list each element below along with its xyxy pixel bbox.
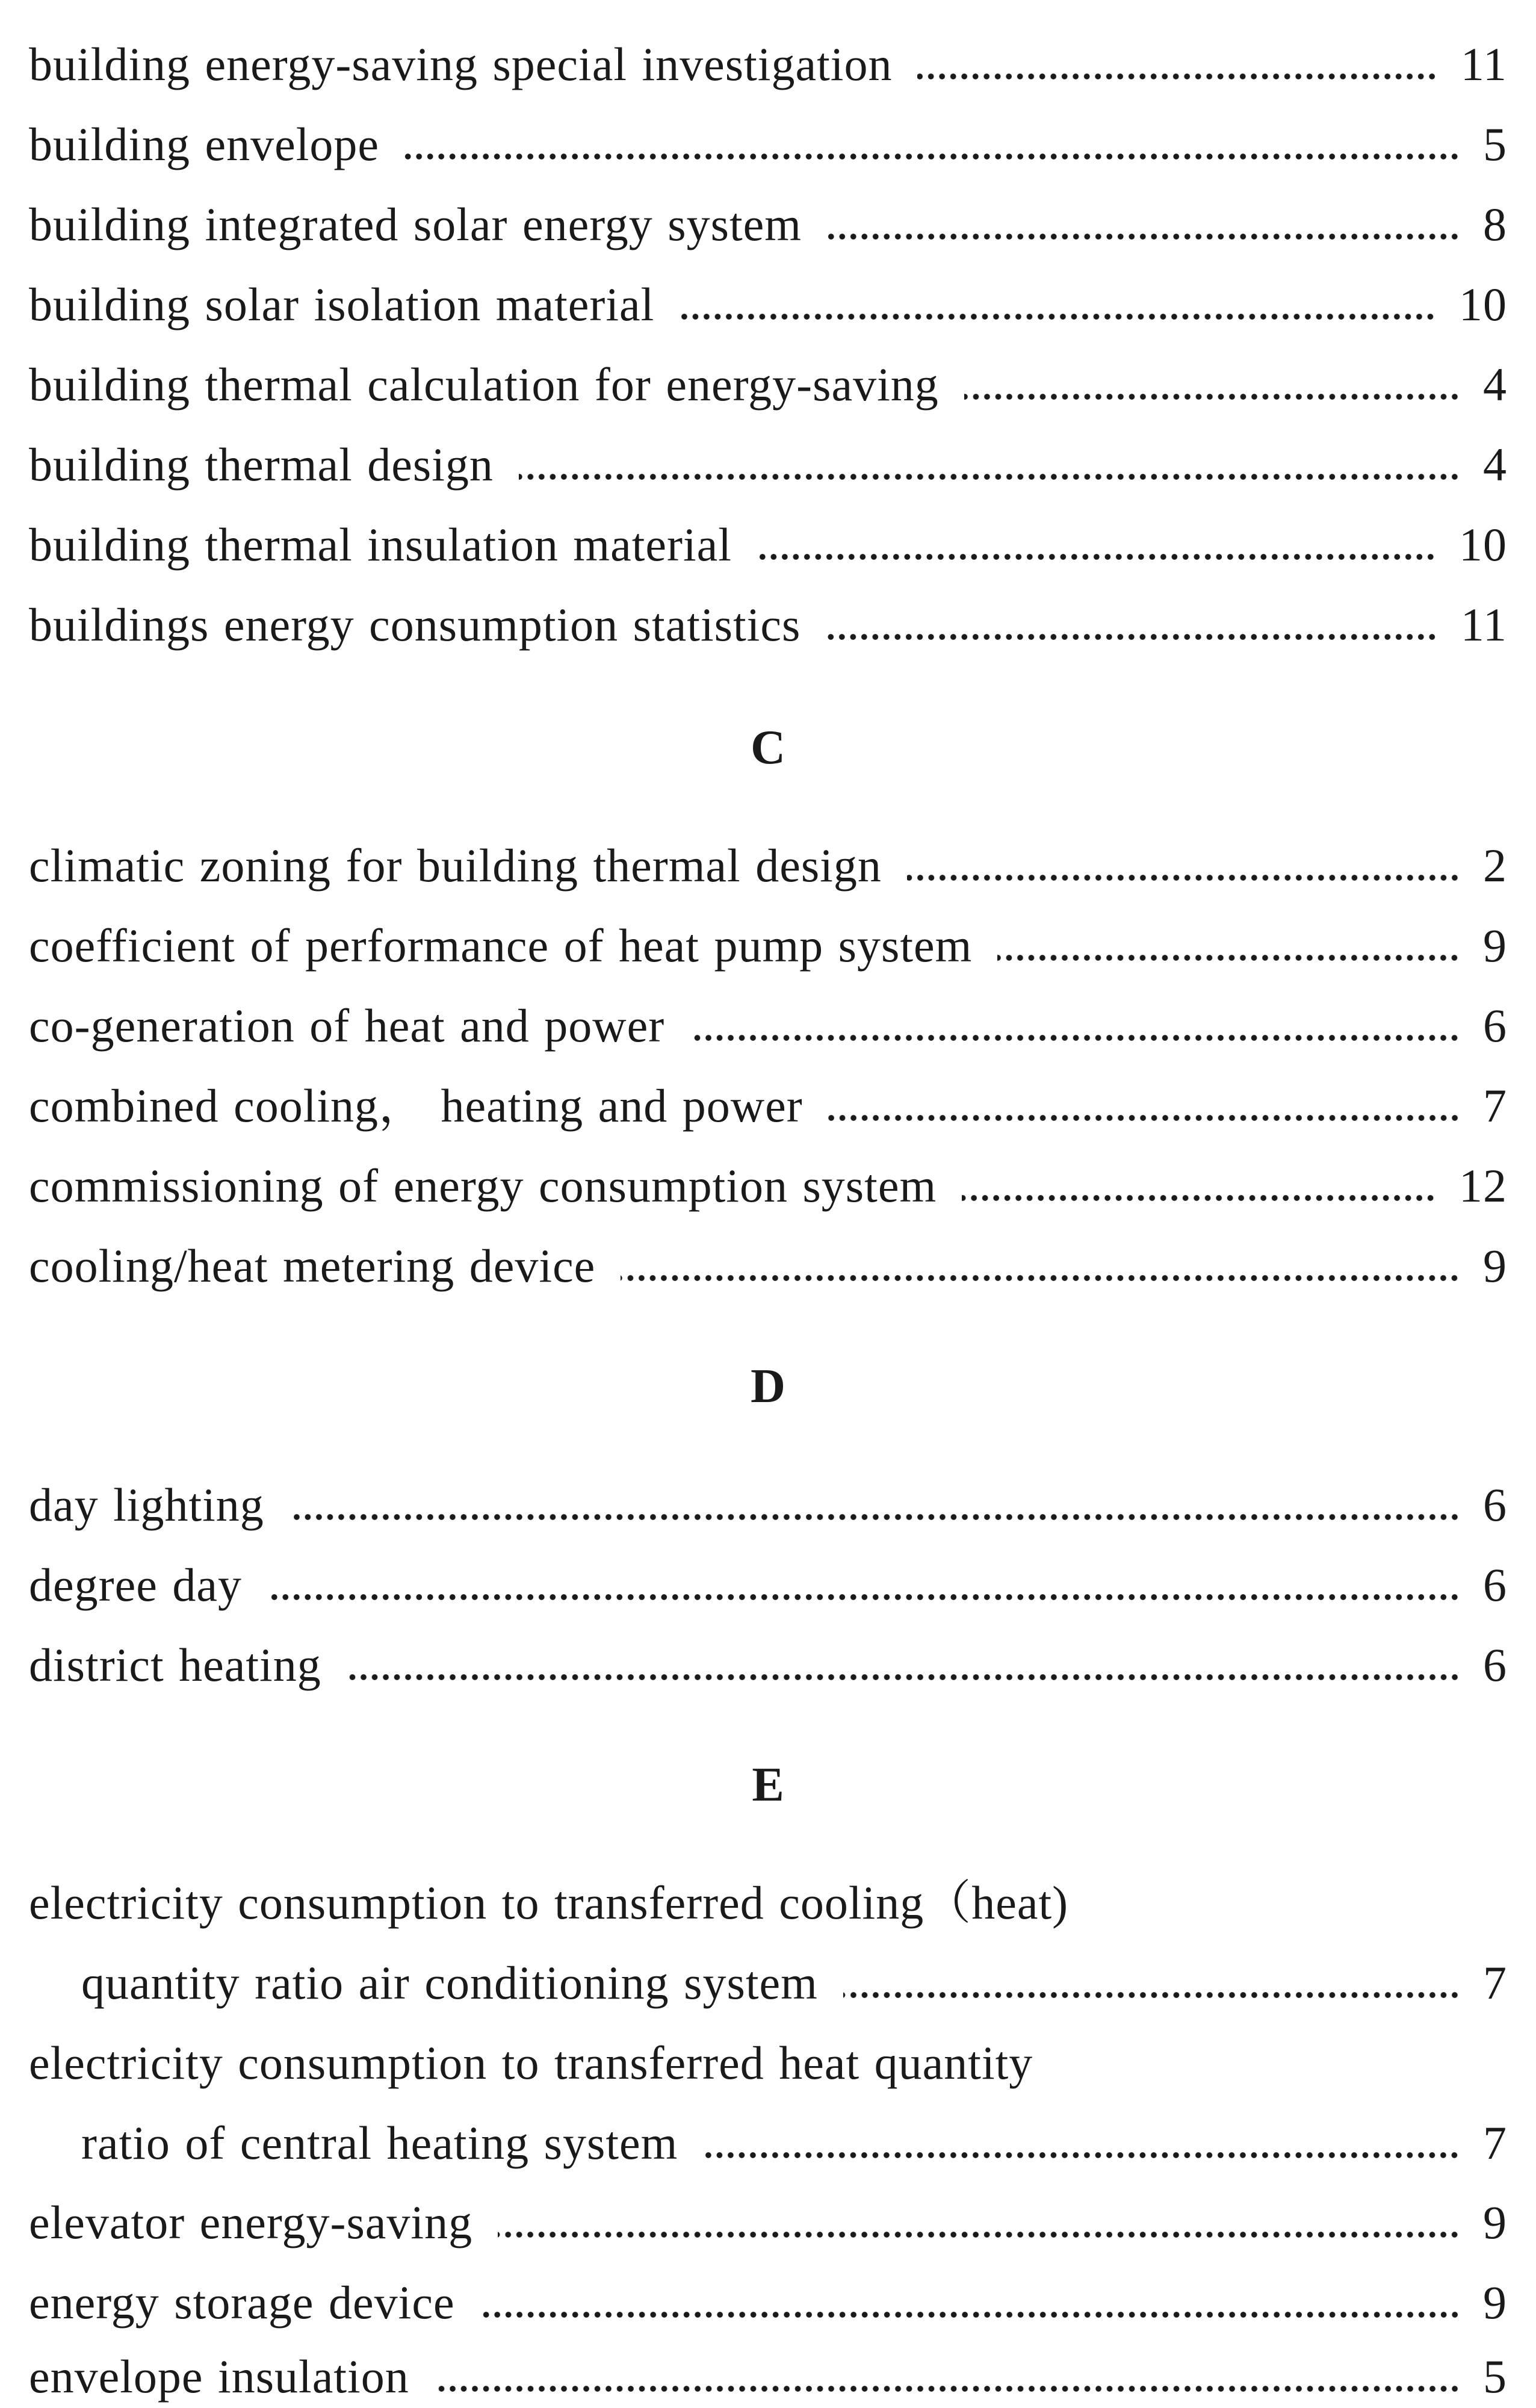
page-number: 7 <box>1483 1956 1507 2009</box>
page-number: 10 <box>1459 278 1507 330</box>
dot-leader <box>680 313 1436 320</box>
index-term: coefficient of performance of heat pump system <box>29 919 973 972</box>
index-entry <box>29 1559 1507 1611</box>
page-number: 10 <box>1459 518 1507 571</box>
index-term: building energy-saving special investigation <box>29 38 893 90</box>
page-number: 4 <box>1483 438 1507 491</box>
page-number: 6 <box>1483 1559 1507 1611</box>
index-entry <box>81 2117 1507 2169</box>
page-number: 7 <box>1483 2117 1507 2169</box>
index-term-line1: electricity consumption to transferred cooling（heat) <box>29 1876 1069 1929</box>
index-term: building thermal insulation material <box>29 518 732 571</box>
dot-leader <box>843 1991 1460 1999</box>
dot-leader <box>964 393 1460 400</box>
index-entry <box>29 518 1507 571</box>
index-term-line1: electricity consumption to transferred heat quantity <box>29 2037 1033 2089</box>
dot-leader <box>267 1593 1460 1601</box>
page-number: 8 <box>1483 198 1507 250</box>
dot-leader <box>435 2385 1460 2392</box>
page-number: 9 <box>1483 2276 1507 2329</box>
section-letter-e: E <box>752 1758 784 1811</box>
index-term: building envelope <box>29 118 380 170</box>
dot-leader <box>347 1674 1460 1681</box>
page-number: 2 <box>1483 839 1507 892</box>
index-term-line2: ratio of central heating system <box>81 2117 678 2169</box>
dot-leader <box>917 73 1437 80</box>
index-entry <box>29 839 1507 892</box>
index-entry <box>29 2350 1507 2403</box>
page-number: 5 <box>1483 2350 1507 2403</box>
page-number: 9 <box>1483 2196 1507 2248</box>
page-number: 11 <box>1460 38 1507 90</box>
index-entry <box>29 919 1507 972</box>
dot-leader <box>290 1513 1460 1521</box>
index-entry <box>29 198 1507 250</box>
dot-leader <box>827 233 1460 240</box>
section-letter-c: C <box>751 721 785 774</box>
page-number: 6 <box>1483 1479 1507 1531</box>
index-term: building thermal calculation for energy-saving <box>29 358 939 411</box>
index-entry <box>29 1479 1507 1531</box>
dot-leader <box>828 1114 1460 1122</box>
index-term: district heating <box>29 1639 321 1691</box>
index-term: building integrated solar energy system <box>29 198 802 250</box>
index-term: degree day <box>29 1559 242 1611</box>
index-entry <box>29 999 1507 1052</box>
section-letter-d: D <box>751 1360 785 1413</box>
index-term: building thermal design <box>29 438 494 491</box>
dot-leader <box>621 1274 1460 1282</box>
page-number: 11 <box>1460 598 1507 651</box>
page-number: 12 <box>1459 1159 1507 1212</box>
index-entry <box>29 278 1507 330</box>
dot-leader <box>703 2152 1460 2159</box>
index-term: cooling/heat metering device <box>29 1240 596 1292</box>
index-term: commissioning of energy consumption system <box>29 1159 937 1212</box>
index-entry <box>29 2276 1507 2329</box>
index-term: day lighting <box>29 1479 264 1531</box>
page-number: 6 <box>1483 1639 1507 1691</box>
dot-leader <box>498 2231 1460 2238</box>
index-term: buildings energy consumption statistics <box>29 598 801 651</box>
index-entry <box>29 2196 1507 2248</box>
index-entry <box>29 1639 1507 1691</box>
index-term: envelope insulation <box>29 2350 409 2403</box>
index-entry <box>29 358 1507 411</box>
index-term: co-generation of heat and power <box>29 999 665 1052</box>
page-number: 5 <box>1483 118 1507 170</box>
index-entry <box>29 38 1507 90</box>
page-number: 9 <box>1483 1240 1507 1292</box>
index-term-line2: quantity ratio air conditioning system <box>81 1956 818 2009</box>
index-entry <box>29 438 1507 491</box>
index-term: building solar isolation material <box>29 278 655 330</box>
index-entry <box>29 118 1507 170</box>
page-number: 6 <box>1483 999 1507 1052</box>
index-entry <box>29 598 1507 651</box>
dot-leader <box>907 874 1460 881</box>
dot-leader <box>757 553 1436 560</box>
dot-leader <box>826 633 1438 641</box>
page-number: 4 <box>1483 358 1507 411</box>
page-number: 7 <box>1483 1079 1507 1132</box>
dot-leader <box>404 153 1460 160</box>
index-entry <box>29 1079 1507 1132</box>
index-entry <box>81 1956 1507 2009</box>
index-term: energy storage device <box>29 2276 455 2329</box>
dot-leader <box>962 1194 1436 1202</box>
dot-leader <box>997 954 1460 961</box>
dot-leader <box>480 2311 1460 2318</box>
index-entry <box>29 1159 1507 1212</box>
index-term: combined cooling， heating and power <box>29 1079 803 1132</box>
page-number: 9 <box>1483 919 1507 972</box>
index-term: elevator energy-saving <box>29 2196 473 2248</box>
index-entry <box>29 1240 1507 1292</box>
dot-leader <box>519 473 1460 480</box>
dot-leader <box>690 1034 1460 1041</box>
index-term: climatic zoning for building thermal design <box>29 839 882 892</box>
